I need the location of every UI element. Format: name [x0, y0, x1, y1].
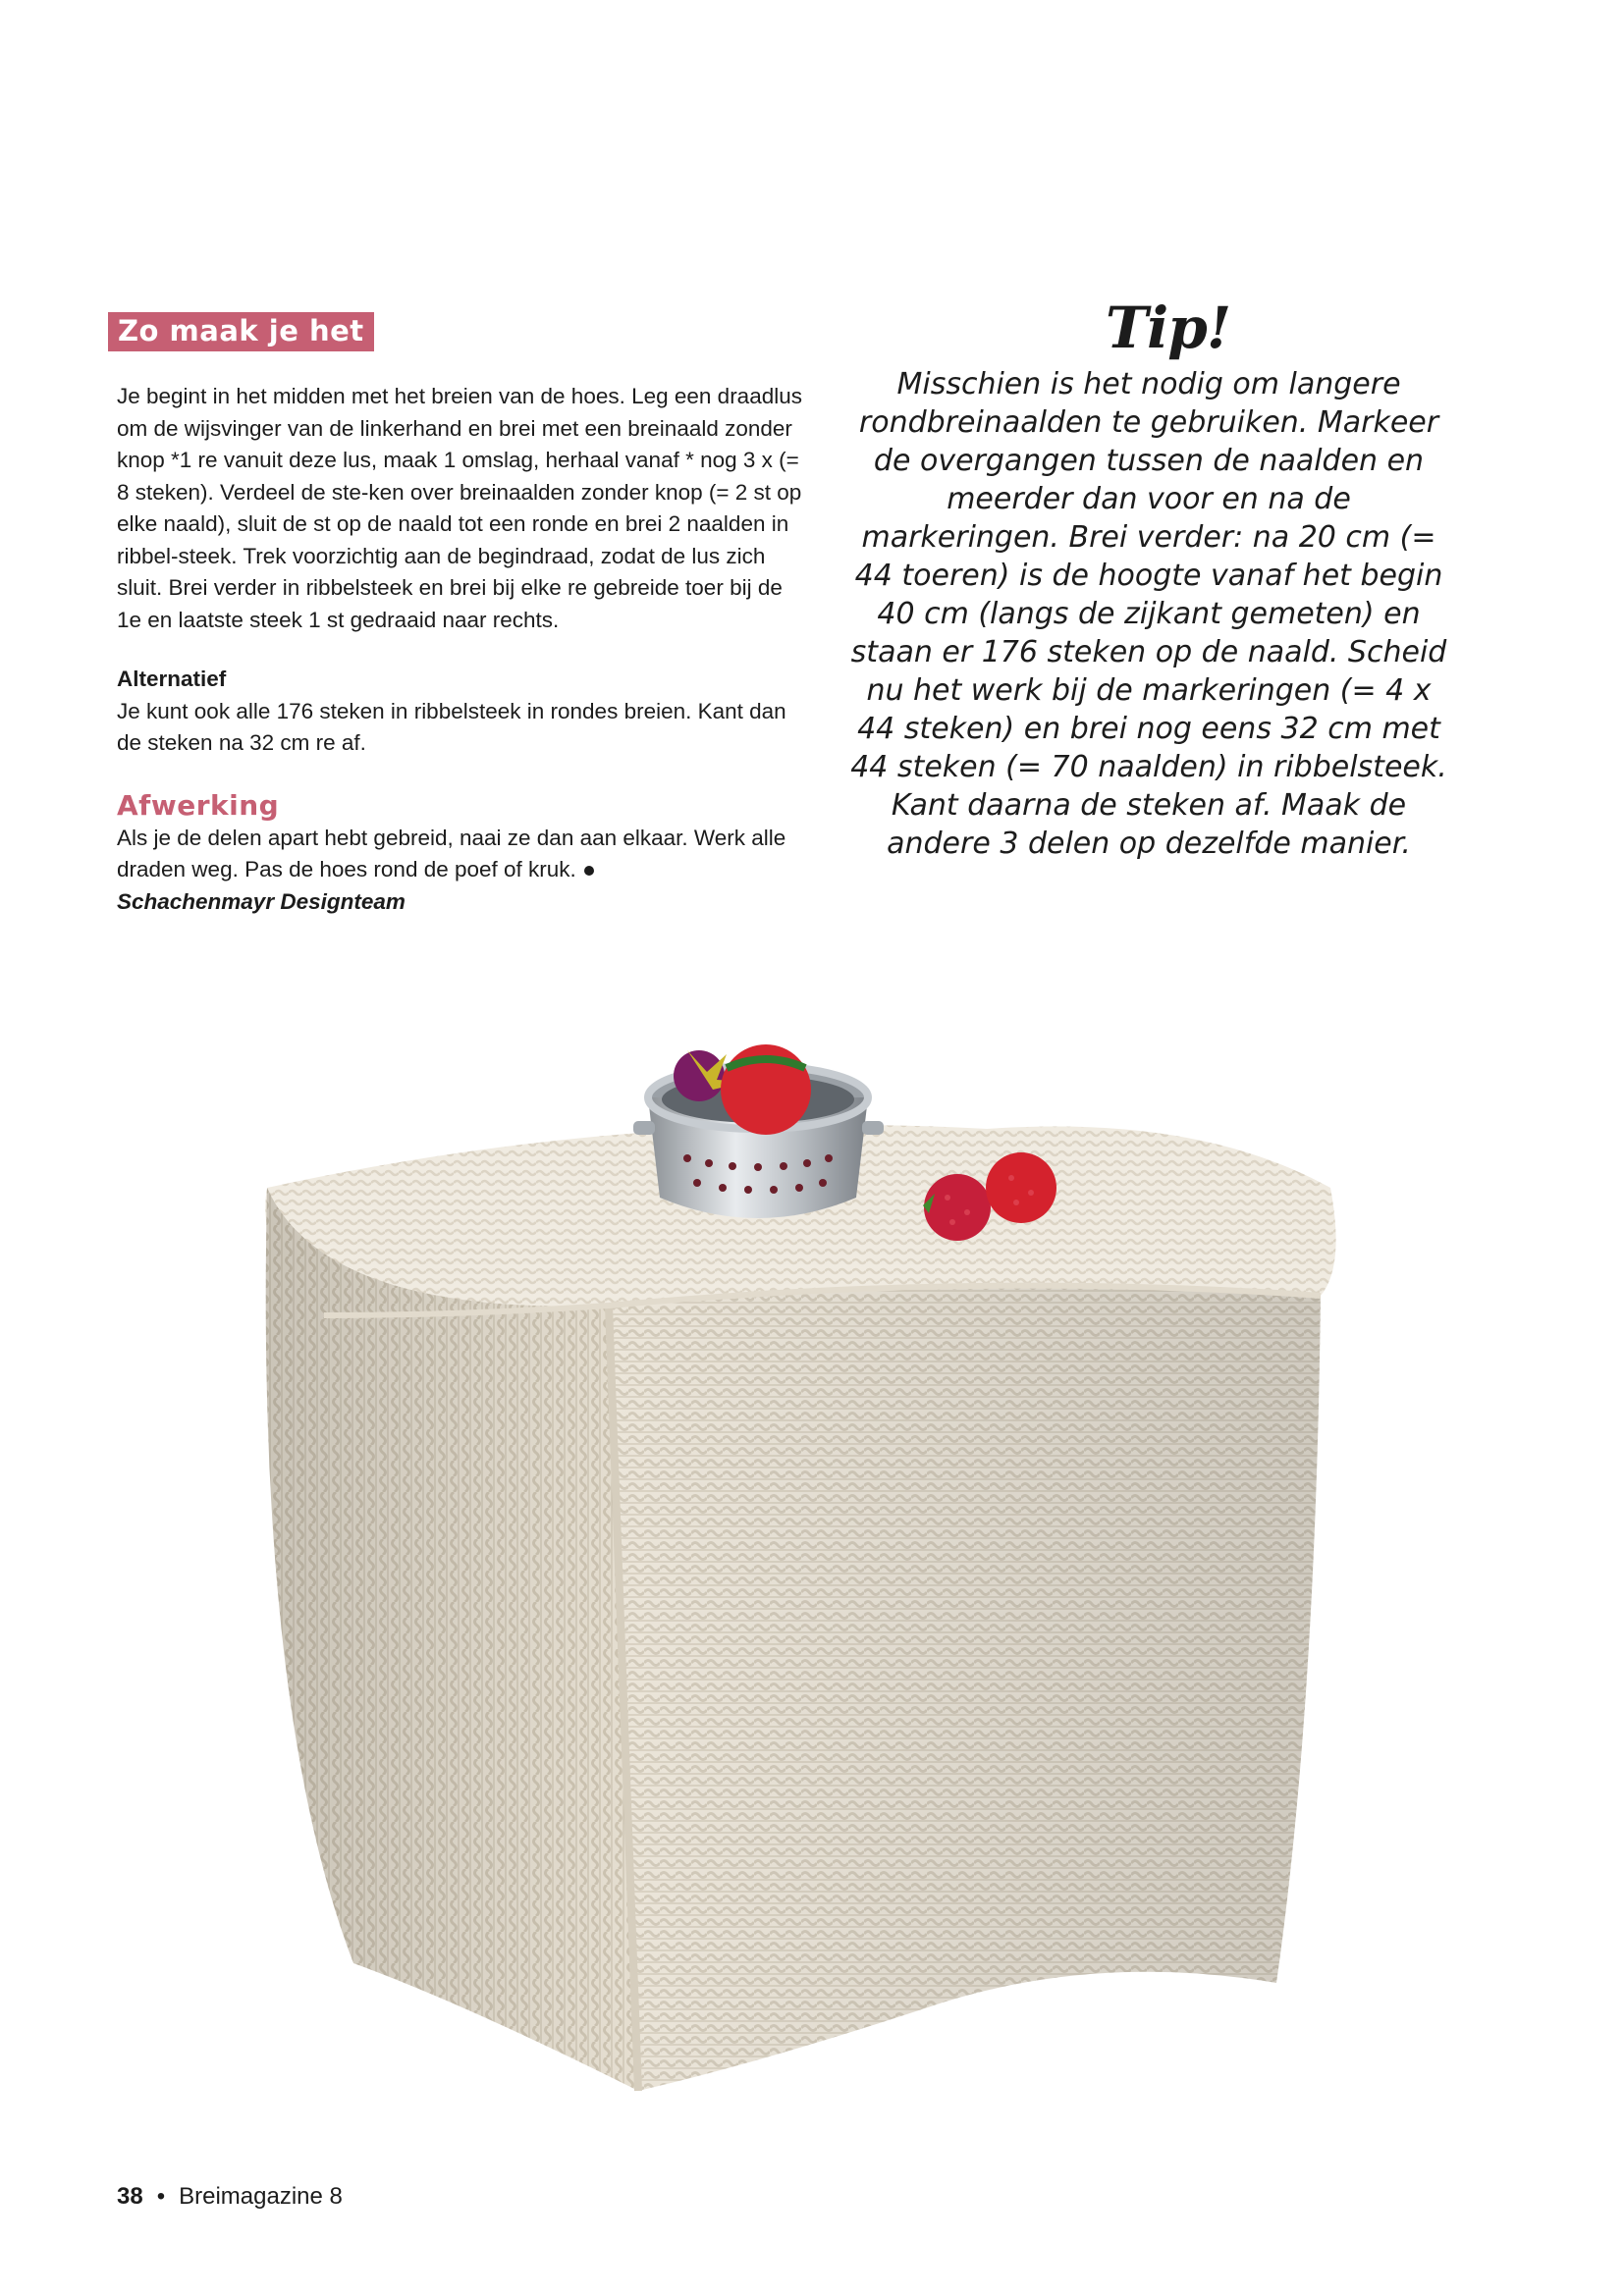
intro-paragraph: Je begint in het midden met het breien van de hoes. Leg een draadlus om de wijsvinger van de linkerhand en brei met een breinaald zonder knop *1 re vanuit deze lus, maak 1 omslag, herhaal vanaf * nog 3 x (= 8 steken). Verdeel de ste-ken over breinaalden zonder knop (= 2 st op elke naald), sluit de st op de naald tot een ronde en brei 2 naalden in ribbel-steek. Trek voorzichtig aan de begindraad, zodat de lus zich sluit. Brei verder in ribbelsteek en brei bij elke re gebreide toer bij de 1e en laatste steek 1 st gedraaid naar rechts.	[117, 384, 802, 632]
magazine-name: Breimagazine 8	[179, 2183, 343, 2210]
section-heading-tag: Zo maak je het	[108, 312, 374, 351]
instructions-column	[117, 381, 804, 918]
knitted-pouf-photo	[0, 1021, 1624, 2140]
finishing-text: Als je de delen apart hebt gebreid, naai ze dan aan elkaar. Werk alle draden weg. Pas de hoes rond de poef of kruk.	[117, 825, 786, 881]
tip-body: Misschien is het nodig om langere rondbreinaalden te gebruiken. Markeer de overgangen tussen de naalden en meerder dan voor en na de markeringen. Brei verder: na 20 cm (= 44 toeren) is de hoogte vanaf het begin 40 cm (langs de zijkant gemeten) en staan er 176 steken op de naald. Scheid nu het werk bij de markeringen (= 4 x 44 steken) en brei nog eens 32 cm met 44 steken (= 70 naalden) in ribbelsteek. Kant daarna de steken af. Maak de andere 3 delen op dezelfde manier.	[850, 367, 1447, 861]
tip-title: Tip!	[1106, 294, 1231, 361]
finishing-heading: Afwerking	[117, 788, 280, 822]
end-bullet-icon	[584, 866, 594, 876]
designer-credit: Schachenmayr Designteam	[117, 888, 406, 914]
finishing-paragraph	[117, 823, 804, 886]
alternative-heading: Alternatief	[117, 667, 227, 691]
alternative-paragraph: Je kunt ook alle 176 steken in ribbelsteek in rondes breien. Kant dan de steken na 32 cm re af.	[117, 698, 786, 755]
page-number: 38	[117, 2183, 143, 2210]
page-footer	[117, 2183, 343, 2211]
footer-separator: •	[156, 2183, 166, 2210]
metal-colander	[633, 1044, 884, 1218]
